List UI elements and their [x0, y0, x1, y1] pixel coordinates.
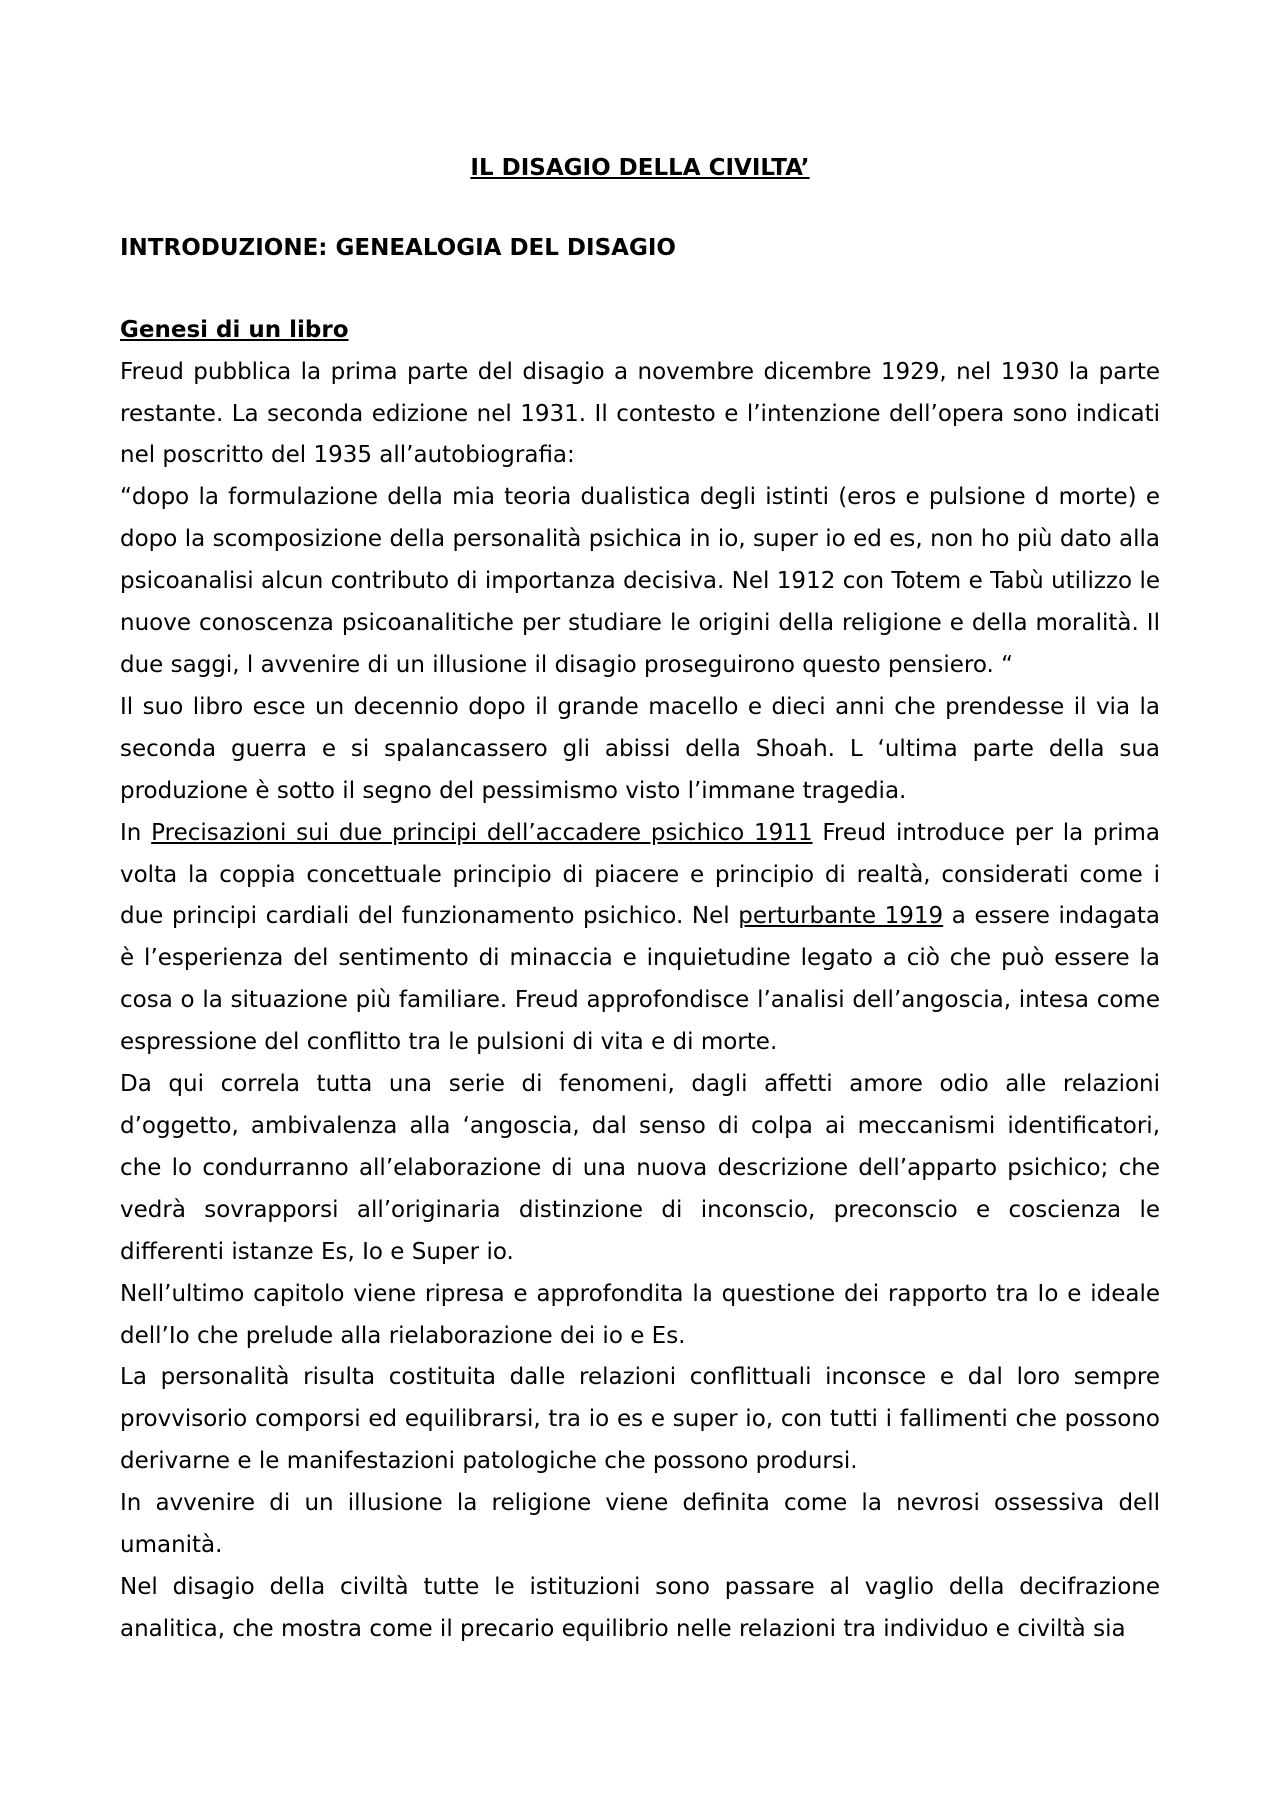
work-reference-precisazioni: Precisazioni sui due principi dell’accadere psichico 1911: [151, 819, 813, 846]
work-reference-perturbante: perturbante 1919: [738, 903, 944, 930]
paragraph-personality: La personalità risulta costituita dalle relazioni conflittuali inconsce e dal loro sempre provvisorio comporsi ed equilibrarsi, tra io es e super io, con tutti i fallimenti che possono derivarne e le manifestazioni patologiche che possono prodursi.: [120, 1364, 1160, 1475]
paragraph-context: Il suo libro esce un decennio dopo il grande macello e dieci anni che prendesse il via la seconda guerra e si spalancassero gli abissi della Shoah. L ‘ultima parte della sua produzione è sotto il segno del pessimismo visto l’immane tragedia.: [120, 693, 1160, 804]
paragraph-genesis: Freud pubblica la prima parte del disagio a novembre dicembre 1929, nel 1930 la parte restante. La seconda edizione nel 1931. Il contesto e l’intenzione dell’opera sono indicati nel poscritto del 1935 all’autobiografia:: [120, 358, 1160, 469]
paragraph-religion: In avvenire di un illusione la religione viene definita come la nevrosi ossessiva dell umanità.: [120, 1490, 1160, 1559]
paragraph-phenomena: Da qui correla tutta una serie di fenomeni, dagli affetti amore odio alle relazioni d’oggetto, ambivalenza alla ‘angoscia, dal senso di colpa ai meccanismi identificatori, che lo condurranno all’elaborazione di una nuova descrizione dell’apparto psichico; che vedrà sovrapporsi all’originaria distinzione di inconscio, preconscio e coscienza le differenti istanze Es, Io e Super io.: [120, 1071, 1160, 1265]
paragraph-principles-text-3: a essere indagata è l’esperienza del sentimento di minaccia e inquietudine legato a ciò che può essere la cosa o la situazione più familiare. Freud approfondisce l’analisi dell’angoscia, intesa come espressione del conflitto tra le pulsioni di vita e di morte.: [120, 903, 1160, 1056]
paragraph-principles-text-1: In: [120, 819, 152, 846]
subsection-heading: Genesi di un libro: [120, 316, 349, 343]
paragraph-quote: “dopo la formulazione della mia teoria dualistica degli istinti (eros e pulsione d morte) e dopo la scomposizione della personalità psichica in io, super io ed es, non ho più dato alla psicoanalisi alcun contributo di importanza decisiva. Nel 1912 con Totem e Tabù utilizzo le nuove conoscenza psicoanalitiche per studiare le origini della religione e della moralità. Il due saggi, l avvenire di un illusione il disagio proseguirono questo pensiero. “: [120, 484, 1160, 679]
document-page: [120, 148, 1160, 1651]
section-heading: INTRODUZIONE: GENEALOGIA DEL DISAGIO: [120, 234, 676, 261]
paragraph-principles: [120, 813, 1160, 1064]
paragraph-principles-text-2: Freud introduce per la prima volta la coppia concettuale principio di piacere e principio di realtà, considerati come i due principi cardiali del funzionamento psichico. Nel: [120, 819, 1160, 930]
paragraph-last-chapter: Nell’ultimo capitolo viene ripresa e approfondita la questione dei rapporto tra Io e ideale dell’Io che prelude alla rielaborazione dei io e Es.: [120, 1280, 1160, 1349]
document-title: IL DISAGIO DELLA CIVILTA’: [470, 155, 810, 181]
paragraph-civilization: Nel disagio della civiltà tutte le istituzioni sono passare al vaglio della decifrazione analitica, che mostra come il precario equilibrio nelle relazioni tra individuo e civiltà sia: [120, 1573, 1160, 1642]
